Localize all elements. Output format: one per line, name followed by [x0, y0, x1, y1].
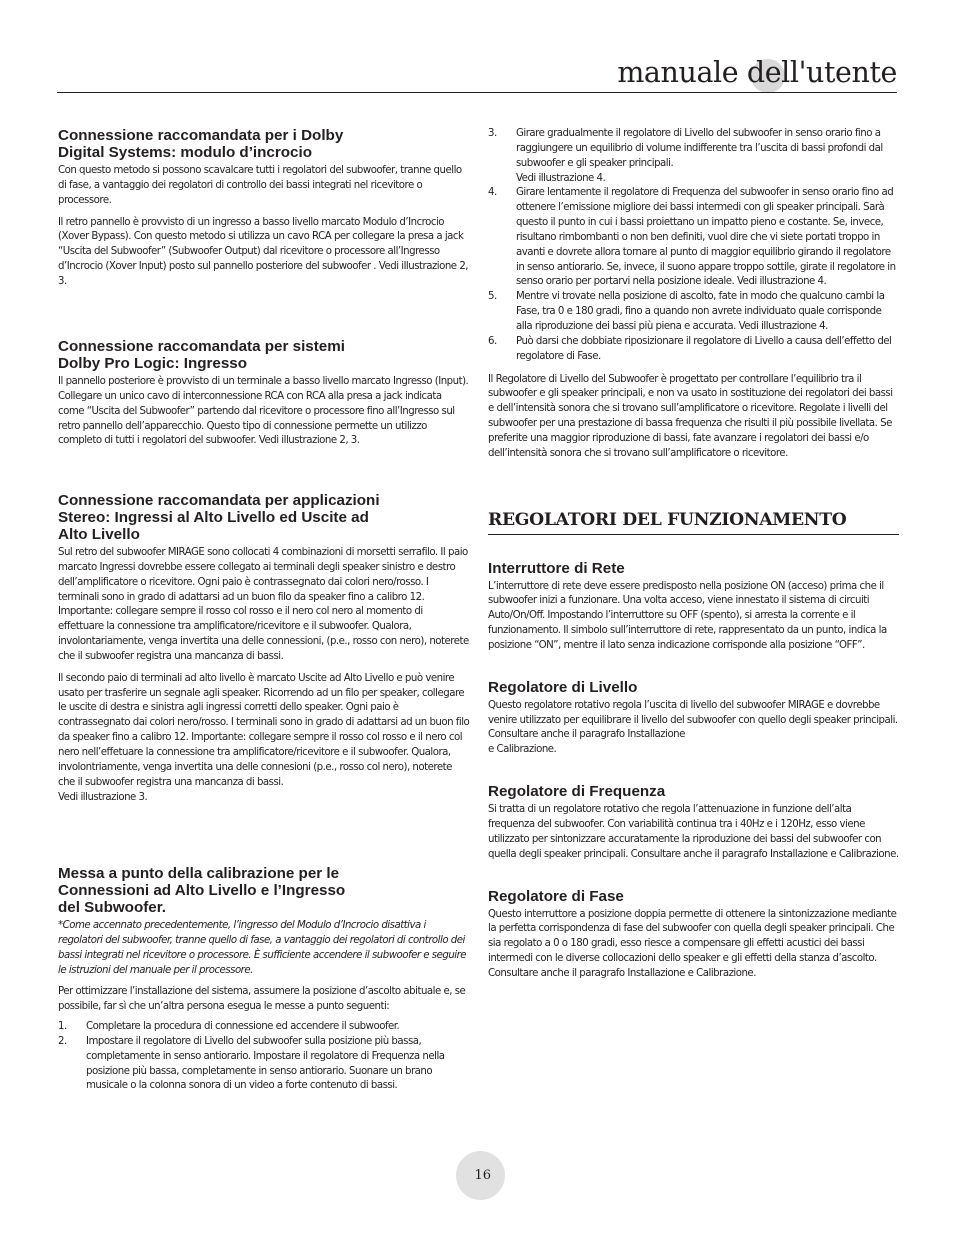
heading-line: Stereo: Ingressi al Alto Livello ed Uscite ad: [58, 509, 369, 526]
heading-line: del Subwoofer.: [58, 899, 167, 916]
step-number: 3.: [488, 128, 497, 139]
list-item: [58, 1020, 470, 1035]
paragraph: Si tratta di un regolatore rotativo che regola l’attenuazione in funzione dell’alta frequenza del subwoofer. Con variabilità continua tra i 40Hz e i 120Hz, esso viene utilizzato per sintonizzare accuratamente la riproduzione dei bassi del subwoofer con quella degli speaker principali. Consultare anche il paragrafo Installazione e Calibrazione.: [488, 804, 899, 860]
section-calibration: [58, 865, 470, 1094]
paragraph-text: Questo regolatore rotativo regola l’uscita di livello del subwoofer MIRAGE e dovrebbe venire utilizzato per equilibrare il livello del subwoofer con quello degli speaker principali. Consultare anche il paragrafo Installazione: [488, 699, 898, 741]
step-text: Girare lentamente il regolatore di Frequenza del subwoofer in senso orario fino ad ottenere l’emissione migliore dei bassi intermedi con gli speaker principali. Sarà questo il punto in cui i bassi proiettano un impatto pieno e costante. Se, invece, risultano rimbombanti o non ben definiti, vuol dire che vi siete portati troppo in avanti e dovrete allora tornare al punto di maggior equilibrio girando il regolatore in senso antiorario. Se, invece, il suono appare troppo sottile, girate il regolatore in senso orario per portarvi nella posizione ideale. Vedi illustrazione 4.: [516, 187, 896, 288]
section-pro-logic: [58, 338, 470, 492]
section-title: REGOLATORI DEL FUNZIONAMENTO: [488, 509, 847, 530]
heading-line: Connessioni ad Alto Livello e l’Ingresso: [58, 882, 346, 899]
paragraph-text: Il secondo paio di terminali ad alto livello è marcato Uscite ad Alto Livello e può venire usato per trasferire un segnale agli speaker. Ricorrendo ad un filo per speaker, collegare le uscite di destra e sinistra agli ingressi corretti dello speaker. Ogni paio è contrassegnato dai colori nero/rosso. I terminali sono in grado di adattarsi ad un buon filo da speaker fino a calibro 12. Importante: collegare sempre il rosso col rosso e il nero col nero nell’effetuare la connessione tra amplificatore/ricevitore e il subwoofer. Qualora, involontriamente, venga invertita una delle connesioni (p.e., rosso col nero), noterete che il subwoofer registra una mancanza di bassi.: [58, 672, 470, 788]
section-title-rule: [488, 534, 899, 535]
step-text: Impostare il regolatore di Livello del subwoofer sulla posizione più bassa, completamente in senso antiorario. Impostare il regolatore di Frequenza nella posizione più bassa, completamente in senso antiorario. Suonare un brano musicale o la colonna sonora di un video a forte contenuto di bassi.: [86, 1035, 445, 1092]
section-frequenza: [488, 783, 900, 862]
paragraph: [488, 699, 900, 758]
heading-line: Connessione raccomandata per sistemi: [58, 338, 345, 355]
paragraph: Per ottimizzare l’installazione del sistema, assumere la posizione d’ascolto abituale e, se possibile, far sì che un’altra persona esegua le messe a punto seguenti:: [58, 986, 466, 1013]
step-text: Mentre vi trovate nella posizione di ascolto, fate in modo che qualcuno cambi la Fase, tra 0 e 180 gradi, fino a quando non avrete individuato quale corrisponde alla riproduzione dei bassi più piena e accurata. Vedi illustrazione 4.: [516, 291, 885, 332]
paragraph: Sul retro del subwoofer MIRAGE sono collocati 4 combinazioni di morsetti serrafilo. Il paio marcato Ingressi dovrebbe essere collegato ai terminali degli speaker sinistro e destro dell’amplificatore o ricevitore. Ogni paio è contrassegnato dai colori nero/rosso. I terminali sono in grado di adattarsi ad un buon filo da speaker fino a calibro 12. Importante: collegare sempre il rosso col rosso e il nero col nero al momento di effettuare la connessione tra amplificatore/ricevitore e il subwoofer. Qualora, involontariamente, venga invertita una delle connessioni, (p.e., rosso con nero), noterete che il subwoofer registra una mancanza di bassi.: [58, 547, 469, 662]
step-number: 4.: [488, 187, 497, 199]
paragraph-tail: e Calibrazione.: [488, 744, 557, 756]
italic-note: *Come accennato precedentemente, l’ingresso del Modulo d’Incrocio disattiva i regolatori del subwoofer, tranne quello di fase, a vantaggio dei regolatori di controllo dei bassi integrati nel ricevitore o processore. È sufficiente accendere il subwoofer e seguire le istruzioni del manuale per il processore.: [58, 920, 467, 976]
section-heading: [58, 338, 470, 372]
step-text: Può darsi che dobbiate riposizionare il regolatore di Livello a causa dell’effetto del regolatore di Fase.: [516, 335, 892, 362]
heading-line: Connessione raccomandata per applicazioni: [58, 492, 380, 509]
section-heading: [58, 865, 470, 916]
section-heading: [58, 127, 470, 161]
section-heading: [58, 492, 470, 543]
heading-line: Digital Systems: modulo d’incrocio: [58, 144, 313, 161]
paragraph: Con questo metodo si possono scavalcare tutti i regolatori del subwoofer, tranne quello di fase, a vantaggio dei regolatori di controllo dei bassi integrati nel ricevitore o processore.: [58, 165, 462, 206]
list-item: [488, 186, 900, 290]
header-rule: [57, 92, 897, 93]
section-heading: Interruttore di Rete: [488, 559, 625, 577]
section-fase: [488, 888, 900, 982]
heading-line: Dolby Pro Logic: Ingresso: [58, 355, 248, 372]
step-number: 6.: [488, 335, 497, 347]
section-interruttore: [488, 560, 900, 654]
section-controls-title: [488, 509, 900, 535]
list-item: [488, 335, 900, 365]
step-number: 2.: [58, 1035, 67, 1047]
section-stereo: [58, 492, 470, 865]
heading-line: Messa a punto della calibrazione per le: [58, 865, 340, 882]
section-livello: [488, 679, 900, 758]
paragraph: Questo interruttore a posizione doppia permette di ottenere la sintonizzazione mediante la perfetta corrispondenza di fase del subwoofer con quella degli speaker principali. Che sia regolato a 0 o 180 gradi, esso riesce a compensare gli effetti acustici dei bassi intermedi con le diverse collocazioni dello speaker e gli effetti della stanza d’ascolto. Consultare anche il paragrafo Installazione e Calibrazione.: [488, 908, 897, 979]
paragraph: Il retro pannello è provvisto di un ingresso a basso livello marcato Modulo d’Incrocio (Xover Bypass). Con questo metodo si utilizza un cavo RCA per collegare la presa a jack “Uscita del Subwoofer” (Subwoofer Output) dal ricevitore o processore all’Ingresso d’Incrocio (Xover Input) posto sul pannello posteriore del subwoofer . Vedi illustrazione 2, 3.: [58, 216, 469, 287]
step-tail: Vedi illustrazione 4.: [516, 172, 606, 184]
paragraph: L’interruttore di rete deve essere predisposto nella posizione ON (acceso) prima che il subwoofer inizi a funzionare. Una volta acceso, viene innestato il sistema di circuiti Auto/On/Off. Impostando l’interruttore su OFF (spento), si arresta la corrente e il funzionamento. Il simbolo sull’interruttore di rete, rappresentato da un punto, indica la posizione “ON”, mentre il lato senza indicazione corrisponde alla posizione “OFF”.: [488, 580, 887, 651]
page-title: manuale dell'utente: [617, 56, 897, 89]
section-heading: Regolatore di Fase: [488, 887, 624, 905]
section-heading: Regolatore di Livello: [488, 678, 638, 696]
list-item: [488, 290, 900, 335]
steps-list: [58, 1020, 470, 1094]
paragraph: Il pannello posteriore è provvisto di un terminale a basso livello marcato Ingresso (Input). Collegare un unico cavo di interconnessione RCA con RCA alla presa a jack indicata come “Uscita del Subwoofer” partendo dal ricevitore o processore fino all’Ingresso sul retro pannello dell’apparecchio. Questo tipo di connessione permette un utilizzo completo di tutti i regolatori del subwoofer. Vedi illustrazione 2, 3.: [58, 376, 469, 447]
heading-line: Connessione raccomandata per i Dolby: [58, 127, 344, 144]
paragraph-tail: Vedi illustrazione 3.: [58, 791, 148, 803]
list-item: [58, 1035, 470, 1094]
paragraph: Il Regolatore di Livello del Subwoofer è progettato per controllare l’equilibrio tra il subwoofer e gli speaker principali, e non va usato in sostituzione dei regolatori dei bassi e dell’intensità sonora che si trovano sull’amplificatore o ricevitore. Regolate i livelli del subwoofer per una prestazione di bassa frequenza che risulti il più possibile livellata. Se preferite una maggior riproduzione di bassi, fate avanzare i regolatori dei bassi e/o dell’intensità sonora che si trovano sull’amplificatore o ricevitore.: [488, 373, 893, 459]
paragraph: [58, 672, 470, 806]
step-text: Girare gradualmente il regolatore di Livello del subwoofer in senso orario fino a raggiungere un equilibrio di volume indifferente tra l’uscita di bassi profondi dal subwoofer e gli speaker principali.: [516, 128, 883, 169]
heading-line: Alto Livello: [58, 526, 140, 543]
step-number: 5.: [488, 291, 497, 303]
left-column: [58, 127, 470, 1094]
steps-list-continued: [488, 127, 900, 365]
step-number: 1.: [58, 1021, 67, 1033]
step-text: Completare la procedura di connessione ed accendere il subwoofer.: [86, 1021, 400, 1033]
page-number: 16: [474, 1168, 491, 1183]
section-heading: Regolatore di Frequenza: [488, 783, 666, 801]
right-column: [488, 127, 900, 982]
section-dolby-digital: [58, 127, 470, 338]
list-item: [488, 127, 900, 186]
